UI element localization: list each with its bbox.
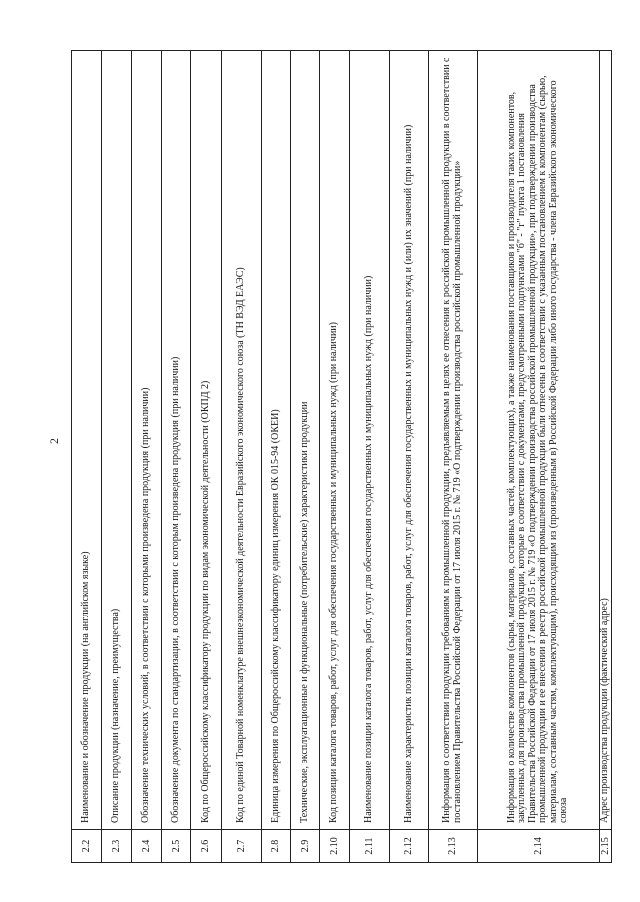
row-number: 2.9 [291, 829, 319, 862]
row-text: Наименование характеристик позиции каталога товаров, работ, услуг для обеспечения государственных и муниципальных нужд и (или) их значений (при наличии) [402, 124, 414, 823]
row-number: 2.10 [320, 829, 348, 862]
page-number: 2 [47, 438, 61, 444]
row-text: Единица измерения по Общероссийскому классификатору единиц измерения ОК 015-94 (ОКЕИ) [269, 409, 281, 823]
table-row [349, 51, 389, 862]
table-row [261, 51, 290, 862]
table-row [389, 51, 428, 862]
row-number: 2.4 [132, 829, 161, 862]
row-text: Технические, эксплуатационные и функциональные (потребительские) характеристики продукции [298, 401, 310, 823]
row-text: Адрес производства продукции (фактический адрес) [599, 598, 611, 823]
row-text: Описание продукции (назначение, преимущества) [110, 608, 122, 823]
row-number: 2.15 [600, 829, 611, 862]
row-number: 2.7 [222, 829, 261, 862]
row-text: Наименование и обозначение продукции (на английском языке) [80, 551, 92, 823]
row-number: 2.13 [429, 829, 477, 862]
table-row [599, 51, 611, 862]
row-number: 2.6 [191, 829, 220, 862]
table-row [319, 51, 348, 862]
row-number: 2.14 [478, 829, 599, 862]
row-number: 2.2 [72, 829, 101, 862]
row-text: Код по Общероссийскому классификатору продукции по видам экономической деятельности (ОКПД 2) [199, 380, 211, 823]
table-row [161, 51, 190, 862]
row-text: Информация о количестве компонентов (сырья, материалов, составных частей, комплектующих), а также наименования поставщиков и производителя таких компонентов, закупленных для производства промышленной продукции, которые в соответствии с документами, предусмотренными подпунктами "б" - "г" пункта 1 постановления Правительства Российской Федерации от 17 июля 2015 г. № 719 «О подтверждении производства российской промышленной продукции», при подтверждении производства промышленной продукции и ее внесении в реестр российской промышленной продукции были отнесены в соответствии с указанным постановлением к компонентам (сырью, материалам, составным частям, комплектующим), происходящим из (произведенным в) Российской Федерации либо иного государства - члена Евразийского экономического союза [505, 75, 570, 823]
table-row [221, 51, 261, 862]
row-number: 2.12 [390, 829, 428, 862]
table-row [428, 51, 477, 862]
table-row [72, 51, 101, 862]
document-table [71, 50, 612, 863]
row-text: Информация о соответствии продукции требованиям к промышленной продукции, предъявляемым в целях ее отнесения к российской промышленной продукции в соответствии с постановлением Правительства Российской Федерации от 17 июля 2015 г. № 719 «О подтверждении производства российской промышленной продукции» [441, 57, 463, 823]
row-number: 2.5 [162, 829, 190, 862]
row-text: Наименование позиции каталога товаров, работ, услуг для обеспечения государственных и муниципальных нужд (при наличии) [363, 275, 375, 823]
row-text: Обозначение технических условий, в соответствии с которыми произведена продукция (при наличии) [140, 387, 152, 823]
row-text: Код позиции каталога товаров, работ, услуг для обеспечения государственных и муниципальных нужд (при наличии) [328, 322, 340, 823]
table-row [131, 51, 161, 862]
row-text: Код по единой Товарной номенклатуре внешнеэкономической деятельности Евразийского экономического союза (ТН ВЭД ЕАЭС) [234, 267, 246, 823]
row-number: 2.3 [102, 829, 130, 862]
table-row [290, 51, 319, 862]
row-text: Обозначение документа по стандартизации, в соответствии с которым произведена продукция (при наличии) [169, 356, 181, 823]
row-number: 2.11 [350, 829, 389, 862]
table-row [101, 51, 130, 862]
row-number: 2.8 [262, 829, 290, 862]
table-row [190, 51, 220, 862]
table-row [477, 51, 599, 862]
